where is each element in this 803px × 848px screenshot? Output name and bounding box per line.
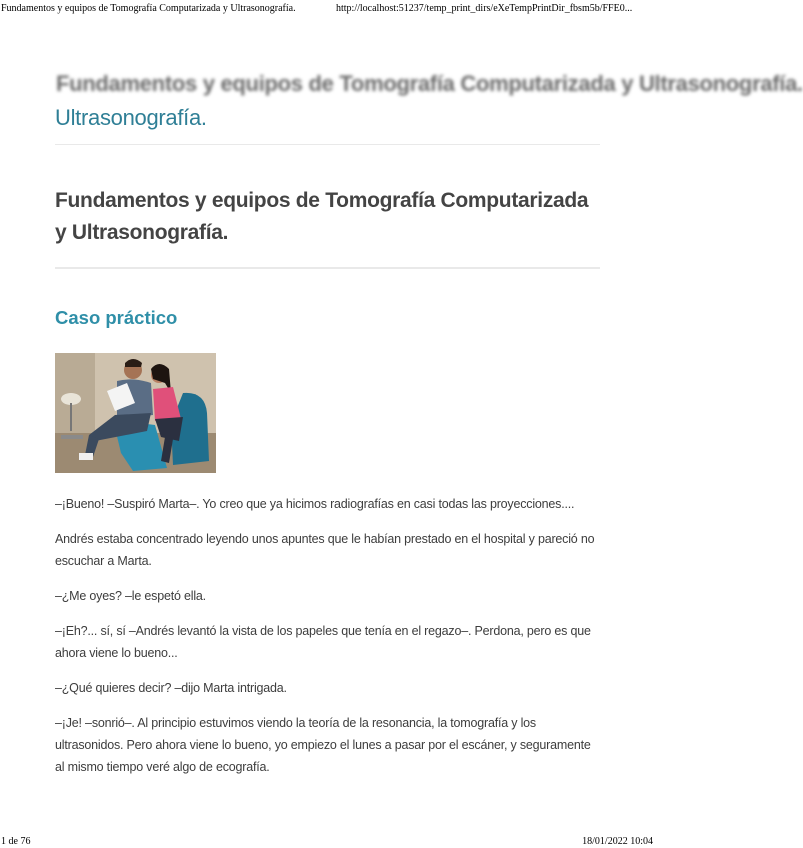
case-photo-illustration [55, 353, 216, 473]
document-subtitle: Fundamentos y equipos de Tomografía Computarizada y Ultrasonografía. [55, 189, 589, 244]
case-photo [55, 353, 216, 473]
page-title-text [55, 68, 803, 134]
print-footer [0, 836, 655, 848]
page-title [55, 68, 803, 144]
subtitle-divider [55, 267, 600, 269]
page-title-line-2: Ultrasonografía. [55, 105, 207, 130]
print-header [0, 3, 655, 17]
print-datetime: 18/01/2022 10:04 [582, 836, 653, 847]
section-title: Caso práctico [55, 307, 178, 328]
title-divider [55, 144, 600, 145]
paragraph: –¡Je! –sonrió–. Al principio estuvimos viendo la teoría de la resonancia, la tomografía y los ultrasonidos. Pero ahora viene lo bueno, yo empiezo el lunes a pasar por el escáner, y seguramente al mismo tiempo veré algo de ecografía. [55, 716, 591, 774]
paragraph: Andrés estaba concentrado leyendo unos apuntes que le habían prestado en el hospital y pareció no escuchar a Marta. [55, 532, 595, 568]
paragraph: –¿Me oyes? –le espetó ella. [55, 589, 206, 603]
document-content [55, 68, 803, 778]
paragraph: –¿Qué quieres decir? –dijo Marta intrigada. [55, 681, 287, 695]
paragraph: –¡Eh?... sí, sí –Andrés levantó la vista de los papeles que tenía en el regazo–. Perdona, pero es que ahora viene lo bueno... [55, 624, 591, 660]
paragraph: –¡Bueno! –Suspiró Marta–. Yo creo que ya hicimos radiografías en casi todas las proyecciones.... [55, 497, 575, 511]
print-header-url: http://localhost:51237/temp_print_dirs/eXeTempPrintDir_fbsm5b/FFE0... [336, 3, 633, 14]
page-number: 1 de 76 [1, 836, 31, 847]
print-header-title: Fundamentos y equipos de Tomografía Computarizada y Ultrasonografía. [1, 3, 296, 14]
page-title-shadow: Fundamentos y equipos de Tomografía Computarizada y Ultrasonografía. [56, 71, 803, 96]
